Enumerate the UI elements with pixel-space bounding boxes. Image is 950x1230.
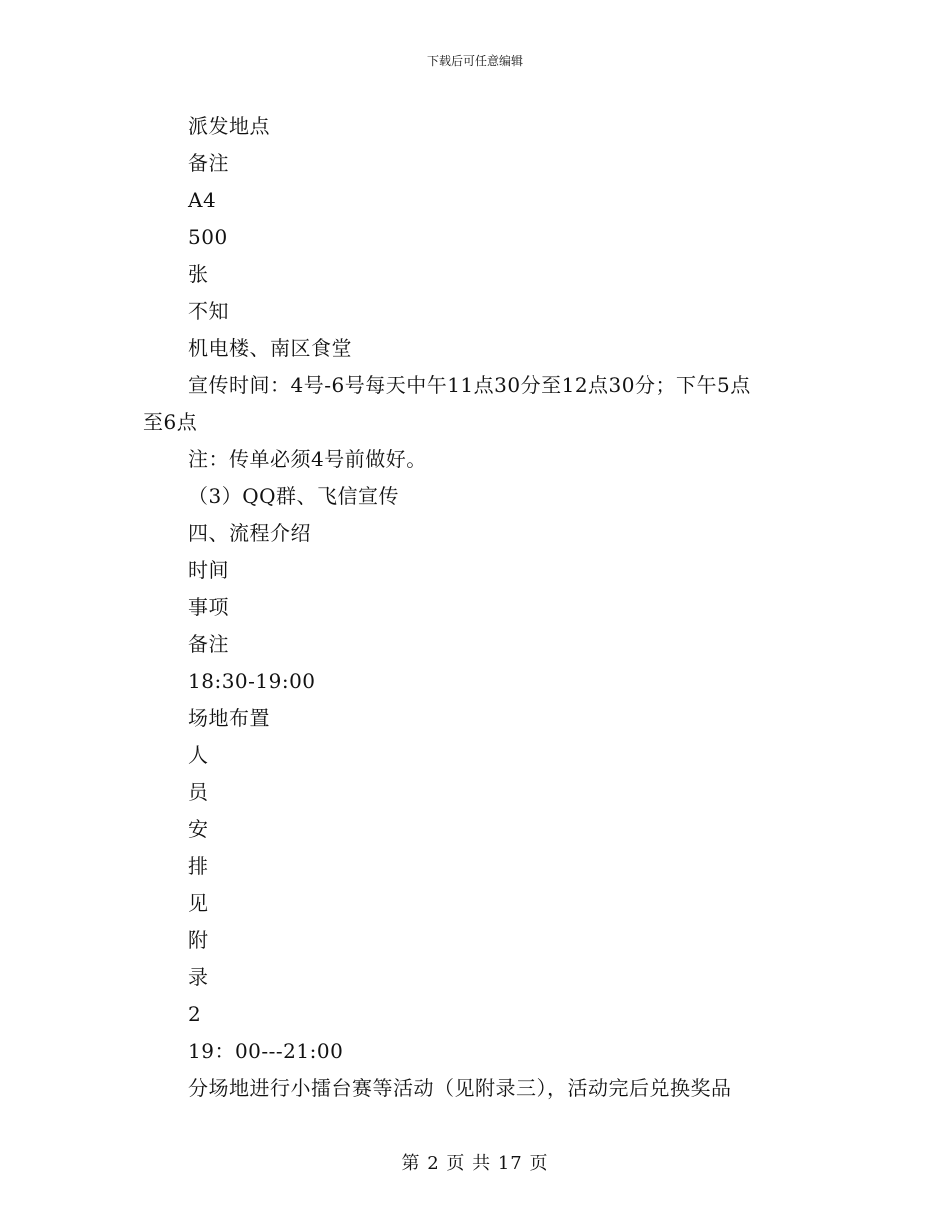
document-body (143, 108, 823, 1107)
text-line: 注：传单必须4号前做好。 (188, 447, 427, 471)
text-line: 派发地点 (188, 114, 270, 138)
text-line: 备注 (188, 151, 229, 175)
text-line: 附 (188, 928, 209, 952)
text-line: 宣传时间：4号-6号每天中午11点30分至12点30分；下午5点 (188, 373, 751, 397)
text-line: 张 (188, 262, 209, 286)
page-footer: 第 2 页 共 17 页 (401, 1153, 549, 1174)
text-line: A4 (188, 188, 217, 212)
text-line: 录 (188, 965, 209, 989)
section-heading: 四、流程介绍 (188, 521, 311, 545)
text-line: 不知 (188, 299, 229, 323)
text-line: 时间 (188, 558, 229, 582)
text-line: 机电楼、南区食堂 (188, 336, 352, 360)
text-line: 员 (188, 780, 209, 804)
page-header: 下载后可任意编辑 (426, 54, 523, 68)
text-line: 2 (188, 1002, 202, 1026)
text-line: 人 (188, 743, 209, 767)
text-line: 500 (188, 225, 228, 249)
text-line: 场地布置 (188, 706, 270, 730)
text-line: 安 (188, 817, 209, 841)
text-line: 备注 (188, 632, 229, 656)
text-line: 见 (188, 891, 209, 915)
text-line: 18:30-19:00 (188, 669, 316, 693)
text-line: 至6点 (143, 410, 198, 434)
text-line: 事项 (188, 595, 229, 619)
text-line: 排 (188, 854, 209, 878)
text-line: 分场地进行小擂台赛等活动（见附录三），活动完后兑换奖品 (188, 1076, 732, 1100)
text-line: （3）QQ群、飞信宣传 (188, 484, 400, 508)
text-line: 19：00---21:00 (188, 1039, 344, 1063)
